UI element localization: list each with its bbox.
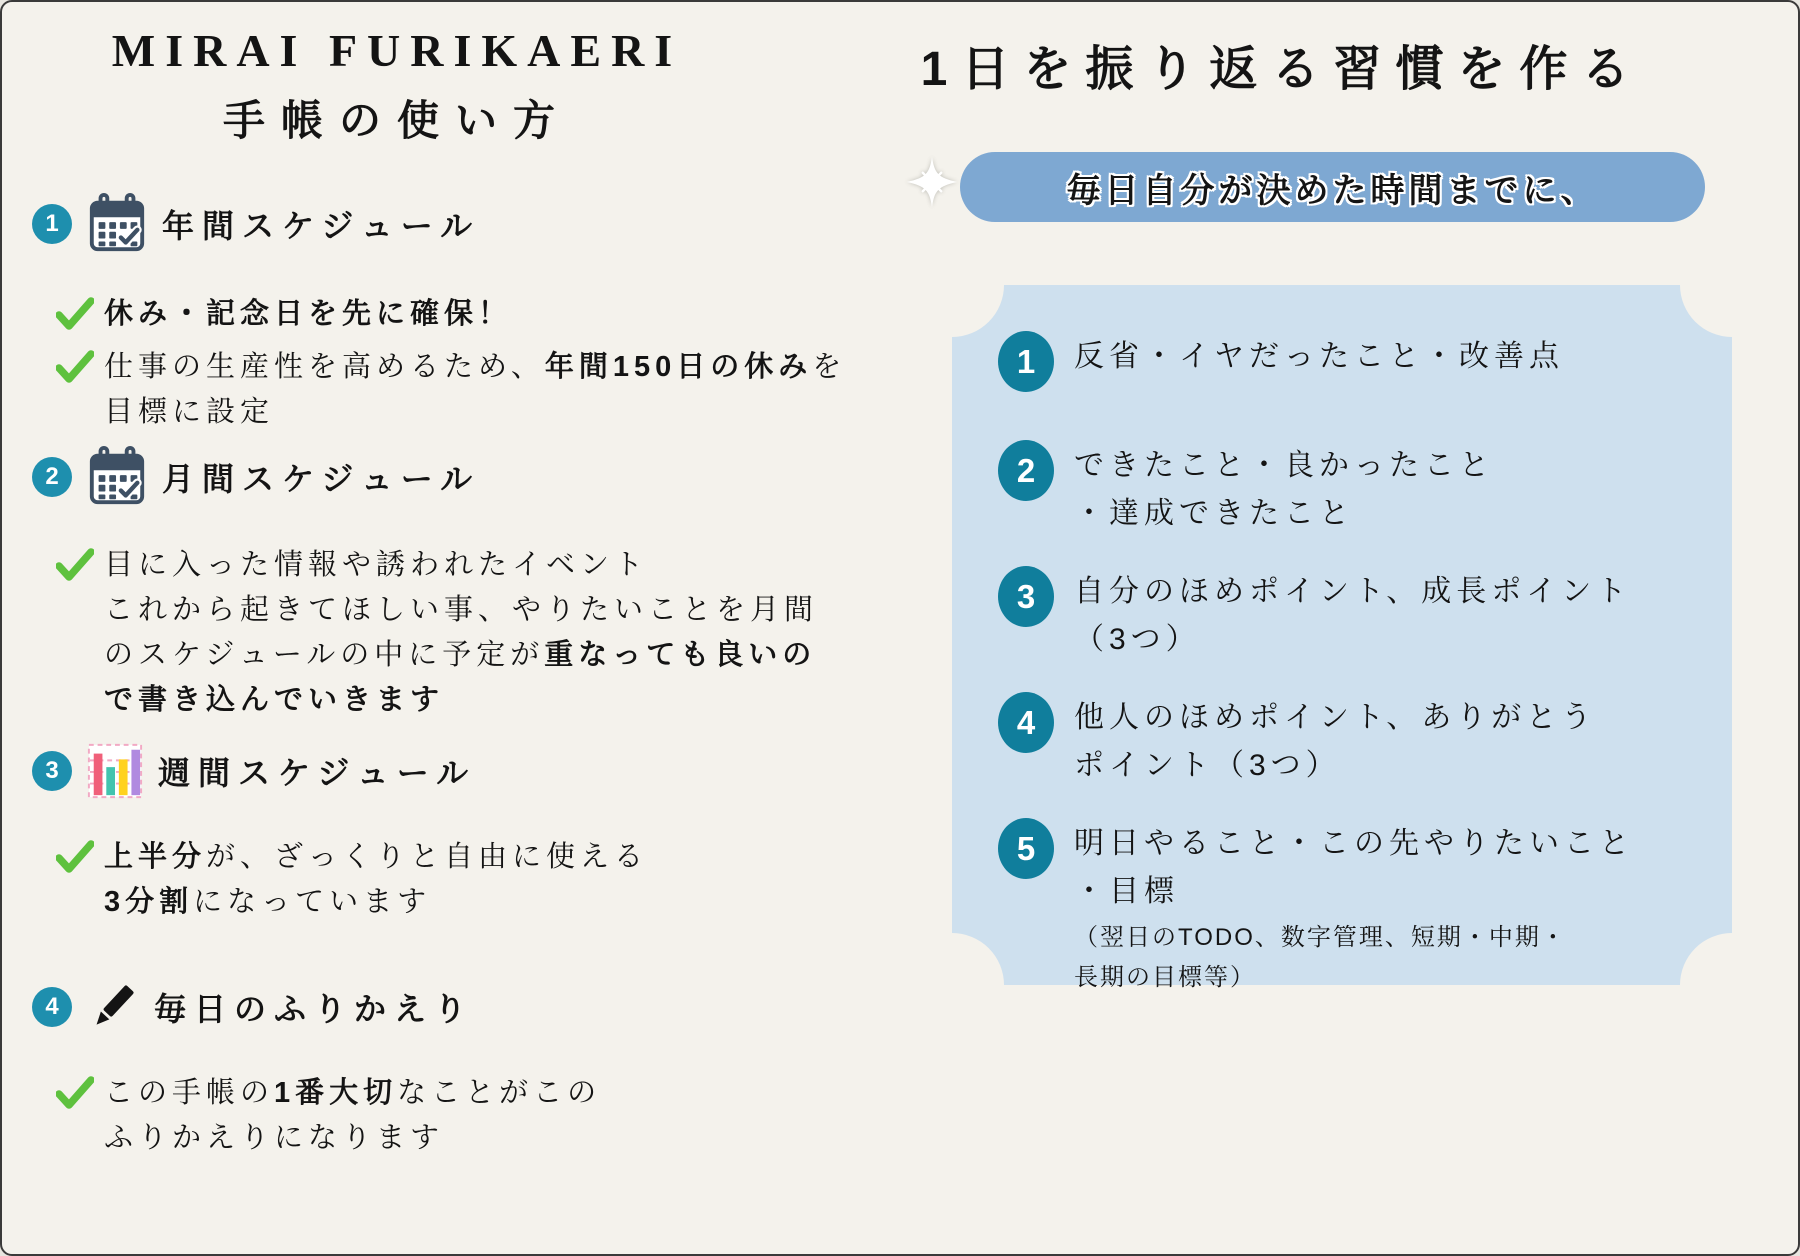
checklist-text	[104, 835, 648, 925]
text-segment: 明日やること・この先やりたいこと	[1074, 827, 1634, 860]
item-text	[1074, 438, 1494, 538]
section-header	[32, 192, 892, 256]
text-segment: 反省・イヤだったこと・改善点	[1074, 340, 1564, 373]
text-line	[104, 543, 818, 588]
text-line	[1074, 742, 1596, 790]
section-bullets	[32, 543, 892, 723]
text-segment: 他人のほめポイント、ありがとう	[1074, 701, 1597, 734]
checklist-item	[56, 1071, 892, 1161]
text-line	[1074, 616, 1631, 664]
left-section-2	[32, 445, 892, 723]
text-line	[104, 390, 846, 435]
calendar-icon	[86, 446, 148, 508]
text-line	[1074, 820, 1634, 868]
text-segment: 重なっても良いの	[544, 639, 817, 671]
list-item-2	[998, 438, 1712, 538]
text-line	[1074, 568, 1631, 616]
item-note	[1074, 916, 1634, 998]
left-section-4	[32, 975, 892, 1161]
check-icon	[56, 835, 94, 879]
text-line	[1074, 333, 1564, 381]
section-heading: 月間スケジュール	[162, 461, 481, 497]
text-line	[1074, 442, 1494, 490]
calendar-icon	[86, 193, 148, 255]
text-segment: これから起きてほしい事、やりたいことを月間	[104, 594, 819, 626]
text-line	[104, 1116, 601, 1161]
reflection-items	[952, 285, 1732, 991]
reflection-list-panel	[952, 285, 1732, 991]
checklist-item	[56, 345, 892, 435]
text-line	[1074, 958, 1634, 998]
section-header	[32, 739, 892, 803]
time-banner	[960, 152, 1705, 222]
text-segment: ポイント（3つ）	[1074, 749, 1341, 782]
text-segment: を	[812, 351, 847, 383]
section-bullets	[32, 1071, 892, 1161]
text-line	[104, 633, 818, 678]
list-item-5	[998, 816, 1712, 998]
section-number-badge: 2	[32, 457, 72, 497]
checklist-text	[104, 1071, 601, 1161]
text-line	[104, 835, 648, 880]
text-segment: 目に入った情報や誘われたイベント	[104, 549, 649, 581]
section-heading: 毎日のふりかえり	[154, 991, 475, 1027]
pencil-icon	[86, 980, 140, 1034]
checklist-item	[56, 543, 892, 723]
section-bullets	[32, 292, 892, 435]
notebook-title-en: MIRAI FURIKAERI	[111, 25, 683, 76]
notebook-title-jp: 手帳の使い方	[222, 97, 571, 144]
section-header	[32, 445, 892, 509]
item-text	[1074, 690, 1596, 790]
text-segment: 3分割	[104, 886, 194, 918]
right-page-title: 1日を振り返る習慣を作る	[920, 43, 1644, 96]
text-line	[1074, 868, 1634, 916]
list-item-1	[998, 329, 1712, 392]
text-line	[1074, 694, 1596, 742]
text-segment: になっています	[193, 886, 432, 918]
checklist-text	[104, 345, 846, 435]
section-heading: 年間スケジュール	[162, 208, 481, 244]
text-line	[104, 678, 818, 723]
text-segment: 長期の目標等）	[1074, 964, 1256, 991]
checklist-item	[56, 292, 892, 337]
checklist-text	[104, 543, 818, 723]
text-line	[104, 292, 512, 337]
text-line	[104, 1071, 601, 1116]
text-segment: （3つ）	[1074, 623, 1201, 656]
text-segment: できたこと・良かったこと	[1074, 449, 1494, 482]
section-header	[32, 975, 892, 1039]
text-segment: 仕事の生産性を高めるため、	[104, 351, 545, 383]
item-text	[1074, 816, 1634, 998]
text-segment: （翌日のTODO、数字管理、短期・中期・	[1074, 924, 1567, 951]
text-segment: なことがこの	[397, 1077, 602, 1109]
text-segment: で書き込んでいきます	[104, 684, 445, 716]
text-line	[1074, 918, 1634, 958]
text-segment: 自分のほめポイント、成長ポイント	[1074, 575, 1632, 608]
text-segment: のスケジュールの中に予定が	[104, 639, 545, 671]
check-icon	[56, 345, 94, 389]
text-segment: 休み・記念日を先に確保！	[104, 298, 513, 330]
left-section-1	[32, 192, 892, 435]
checklist-text	[104, 292, 512, 337]
text-segment: が、ざっくりと自由に使える	[206, 841, 649, 873]
text-segment: 目標に設定	[104, 396, 275, 428]
bar-chart-icon	[86, 742, 144, 800]
section-number-badge: 3	[32, 751, 72, 791]
item-text	[1074, 329, 1564, 381]
list-item-3	[998, 564, 1712, 664]
section-heading: 週間スケジュール	[158, 755, 477, 791]
text-segment: 年間150日の休み	[544, 351, 813, 383]
item-number-badge: 4	[998, 692, 1054, 753]
text-segment: この手帳の	[104, 1077, 275, 1109]
checklist-item	[56, 835, 892, 925]
sparkle-icon	[904, 154, 960, 215]
item-number-badge: 2	[998, 440, 1054, 501]
list-item-4	[998, 690, 1712, 790]
section-number-badge: 1	[32, 204, 72, 244]
text-line	[1074, 490, 1494, 538]
check-icon	[56, 543, 94, 587]
time-banner-text: 毎日自分が決めた時間までに、	[1066, 171, 1599, 210]
item-number-badge: 5	[998, 818, 1054, 879]
check-icon	[56, 1071, 94, 1115]
check-icon	[56, 292, 94, 336]
item-number-badge: 3	[998, 566, 1054, 627]
item-number-badge: 1	[998, 331, 1054, 392]
section-bullets	[32, 835, 892, 925]
text-line	[104, 345, 846, 390]
text-line	[104, 588, 818, 633]
text-segment: ・達成できたこと	[1074, 497, 1354, 530]
text-segment: 上半分	[104, 841, 207, 873]
text-segment: ふりかえりになります	[104, 1122, 445, 1154]
text-line	[104, 880, 648, 925]
item-text	[1074, 564, 1631, 664]
text-segment: ・目標	[1074, 875, 1179, 908]
text-segment: 1番大切	[274, 1077, 398, 1109]
left-section-3	[32, 739, 892, 925]
section-number-badge: 4	[32, 987, 72, 1027]
